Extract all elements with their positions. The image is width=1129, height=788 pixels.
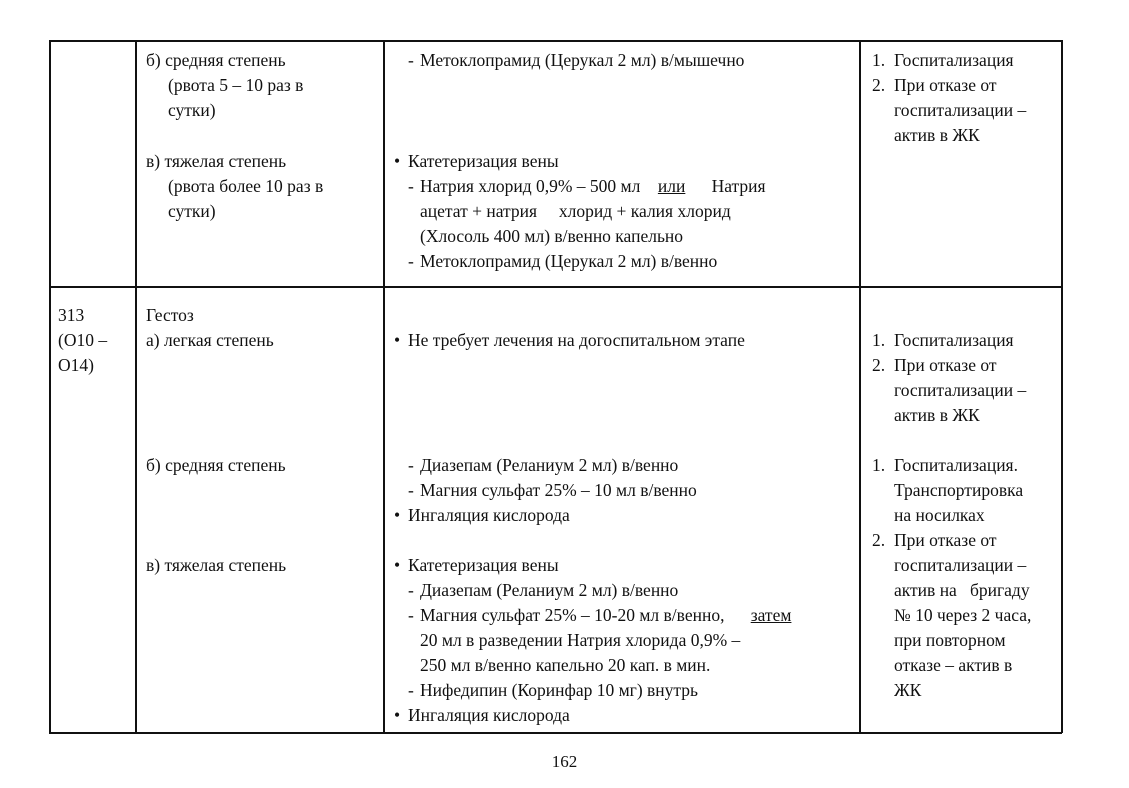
tactics-item-cont: отказе – актив в [894,655,1013,675]
table-bottom-border [49,732,1062,734]
tactics-item-cont: № 10 через 2 часа, [894,605,1032,625]
treatment-line: ацетат + натрия хлорид + калия хлорид [420,201,731,221]
severity-detail: сутки) [168,100,216,120]
tactics-item: 2. При отказе от [872,530,997,550]
code-line: (О10 – [58,330,108,350]
drug-text: Магния сульфат 25% – 10 мл в/венно [420,480,697,500]
or-text: или [657,176,686,196]
tactics-item-cont: на носилках [894,505,985,525]
page-number: 162 [551,752,578,771]
drug-text: Метоклопрамид (Церукал 2 мл) в/венно [420,251,718,271]
tactics-item: 1. Госпитализация. [872,455,1018,475]
treatment-line: • Ингаляция кислорода [394,705,570,725]
treatment-line: - Магния сульфат 25% – 10 мл в/венно [408,480,697,500]
column-divider [383,40,385,733]
drug-text: Метоклопрамид (Церукал 2 мл) в/мышечно [420,50,745,70]
bullet-text: Не требует лечения на догоспитальном этапе [408,330,745,350]
tactics-item-cont: госпитализации – [894,100,1027,120]
treatment-moderate-cell [394,453,697,528]
drug-text: Диазепам (Реланиум 2 мл) в/венно [420,455,679,475]
drug-text: Нифедипин (Коринфар 10 мг) внутрь [420,680,699,700]
tactics-cell [872,48,1026,148]
tactics-item-cont: госпитализации – [894,380,1027,400]
code-cell [58,303,107,378]
tactics-mild-cell [872,328,1026,428]
treatment-line: • Ингаляция кислорода [394,505,570,525]
code-line: О14) [58,355,94,375]
severity-label: б) средняя степень [146,50,286,70]
diagnosis-title: Гестоз [146,305,194,325]
tactics-item: 1. Госпитализация [872,330,1014,350]
treatment-line: • Не требует лечения на догоспитальном этапе [394,330,745,350]
severity-severe-cell [146,553,286,578]
severity-detail: сутки) [168,201,216,221]
treatment-moderate-cell [408,48,744,73]
bullet-text: Ингаляция кислорода [408,505,570,525]
tactics-item: 1. Госпитализация [872,50,1014,70]
tactics-item: 2. При отказе от [872,75,997,95]
treatment-line: - Метоклопрамид (Церукал 2 мл) в/мышечно [408,50,745,70]
treatment-line: - Нифедипин (Коринфар 10 мг) внутрь [408,680,699,700]
column-divider [1061,40,1063,733]
treatment-line: - Метоклопрамид (Церукал 2 мл) в/венно [408,251,718,271]
severity-moderate-cell [146,453,286,478]
severity-label: б) средняя степень [146,455,286,475]
tactics-item-cont: актив на бригаду [894,580,1030,600]
tactics-item-cont: госпитализации – [894,555,1027,575]
drug-text: Натрия хлорид 0,9% – 500 мл [420,176,641,196]
diagnosis-cell [146,303,274,353]
treatment-line: 250 мл в/венно капельно 20 кап. в мин. [420,655,711,675]
table-top-border [49,40,1062,42]
row-divider [49,286,1062,288]
drug-text: Натрия [711,176,766,196]
tactics-moderate-severe-cell [872,453,1031,703]
drug-text: Магния сульфат 25% – 10-20 мл в/венно, [420,605,725,625]
tactics-item-cont: при повторном [894,630,1006,650]
bullet-text: Катетеризация вены [408,151,559,171]
treatment-line: (Хлосоль 400 мл) в/венно капельно [420,226,684,246]
code-line: 313 [58,305,85,325]
bullet-text: Катетеризация вены [408,555,559,575]
treatment-line: - Натрия хлорид 0,9% – 500 мл или Натрия [408,176,766,196]
treatment-line: • Катетеризация вены [394,151,559,171]
bullet-text: Ингаляция кислорода [408,705,570,725]
tactics-item-cont: актив в ЖК [894,405,980,425]
treatment-line: 20 мл в разведении Натрия хлорида 0,9% – [420,630,741,650]
treatment-line: - Магния сульфат 25% – 10-20 мл в/венно, затем [408,605,792,625]
column-divider [859,40,861,733]
treatment-severe-cell [394,553,791,728]
treatment-line: - Диазепам (Реланиум 2 мл) в/венно [408,455,679,475]
severity-label: в) тяжелая степень [146,151,287,171]
severity-detail: (рвота 5 – 10 раз в [168,75,304,95]
severity-label: а) легкая степень [146,330,274,350]
treatment-line: • Катетеризация вены [394,555,559,575]
treatment-severe-cell [394,149,766,274]
then-text: затем [750,605,792,625]
severity-detail: (рвота более 10 раз в [168,176,324,196]
column-divider [135,40,137,733]
tactics-item-cont: ЖК [894,680,922,700]
drug-text: Диазепам (Реланиум 2 мл) в/венно [420,580,679,600]
tactics-item: 2. При отказе от [872,355,997,375]
tactics-item-cont: Транспортировка [894,480,1024,500]
column-divider [49,40,51,733]
treatment-line: - Диазепам (Реланиум 2 мл) в/венно [408,580,679,600]
severity-label: в) тяжелая степень [146,555,287,575]
treatment-mild-cell [394,328,745,353]
severity-severe-cell [146,149,323,224]
severity-moderate-cell [146,48,303,123]
tactics-item-cont: актив в ЖК [894,125,980,145]
